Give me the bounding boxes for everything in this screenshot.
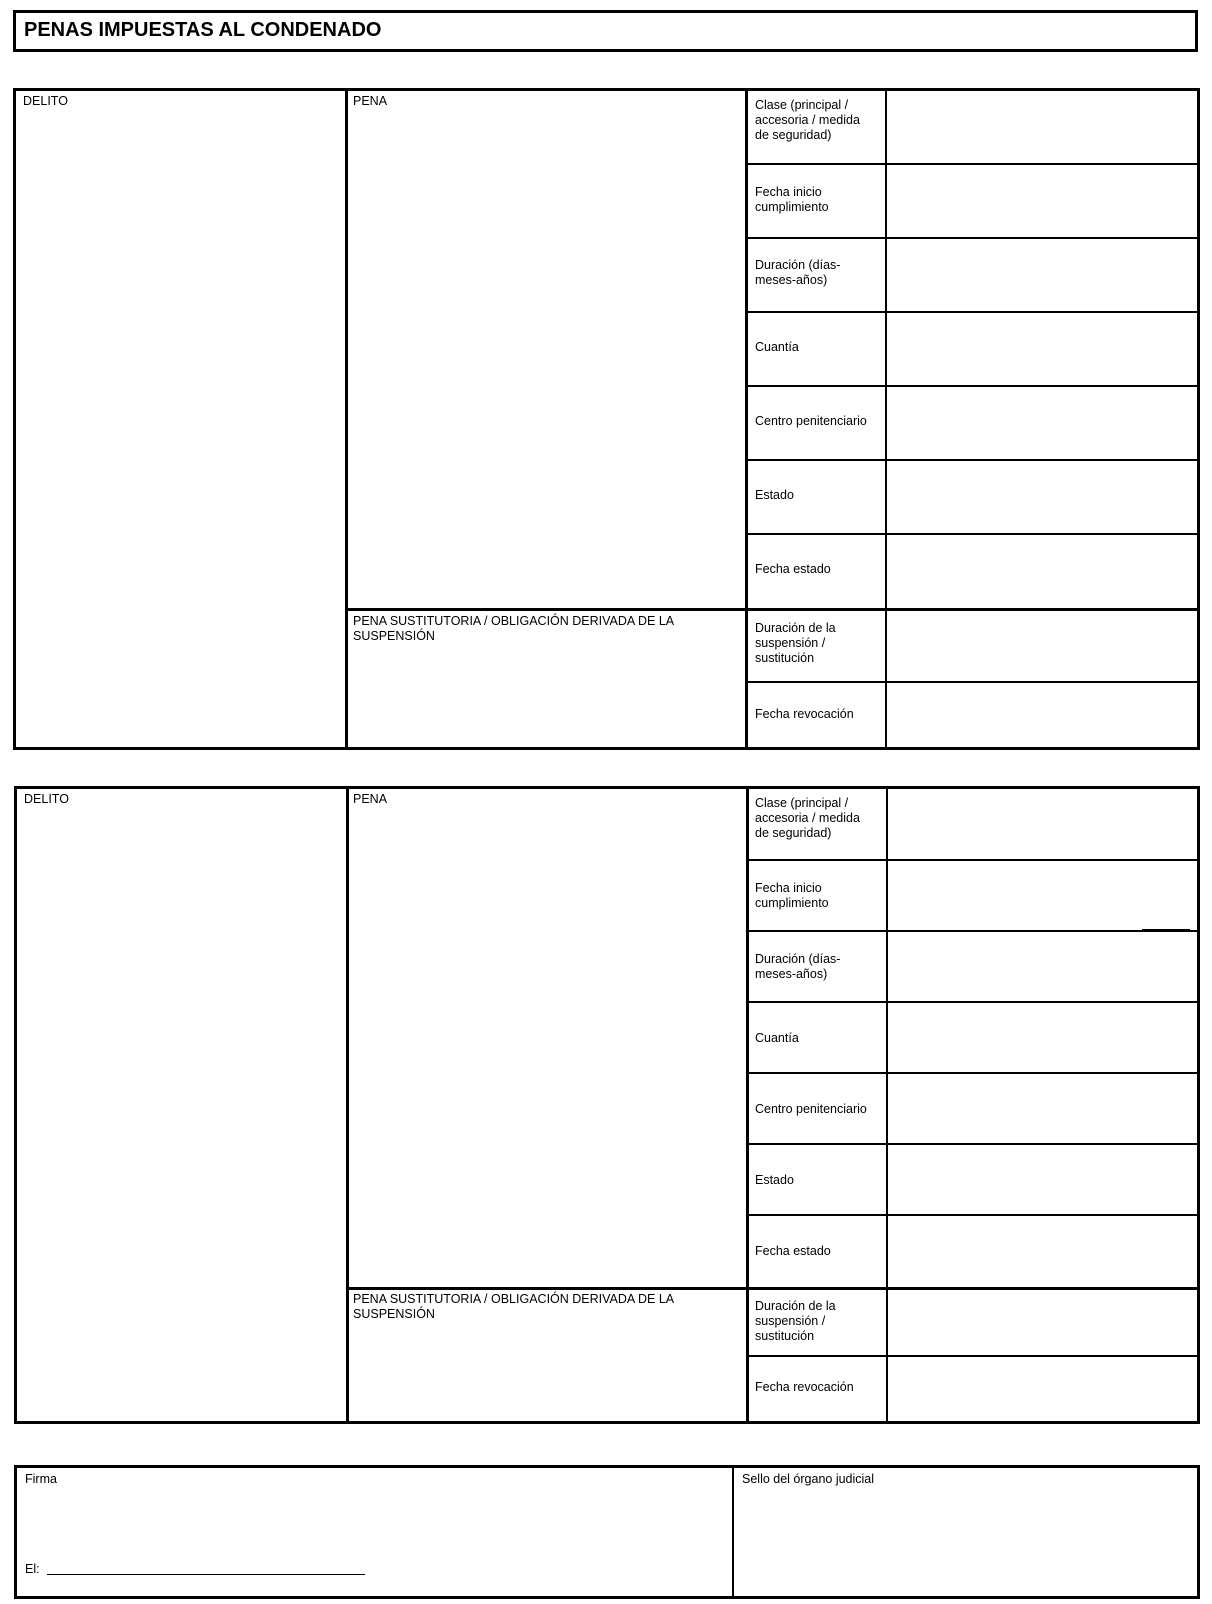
row-label-estado: Estado bbox=[755, 488, 794, 502]
value-fecha-inicio[interactable] bbox=[888, 861, 1197, 930]
pena-field[interactable] bbox=[348, 109, 745, 608]
delito-field[interactable] bbox=[17, 807, 346, 1421]
value-estado[interactable] bbox=[887, 461, 1197, 533]
value-duracion[interactable] bbox=[888, 932, 1197, 1001]
row-label-fecha-revocacion: Fecha revocación bbox=[755, 1380, 854, 1394]
value-cuantia[interactable] bbox=[888, 1003, 1197, 1072]
value-fecha-inicio[interactable] bbox=[887, 165, 1197, 237]
value-duracion-suspension[interactable] bbox=[887, 611, 1197, 681]
value-duracion-suspension[interactable] bbox=[888, 1290, 1197, 1355]
pena-block-1 bbox=[13, 88, 1200, 750]
value-fecha-estado[interactable] bbox=[887, 535, 1197, 608]
value-fecha-revocacion[interactable] bbox=[888, 1357, 1197, 1421]
pena-field[interactable] bbox=[349, 807, 746, 1287]
row-label-fecha-inicio: Fecha inicio cumplimiento bbox=[755, 185, 829, 214]
value-duracion[interactable] bbox=[887, 239, 1197, 311]
row-label-fecha-estado: Fecha estado bbox=[755, 1244, 831, 1258]
divider bbox=[1142, 929, 1190, 931]
divider bbox=[746, 789, 749, 1421]
sustitutoria-label: PENA SUSTITUTORIA / OBLIGACIÓN DERIVADA DE LA SUSPENSIÓN bbox=[353, 1292, 674, 1321]
value-cuantia[interactable] bbox=[887, 313, 1197, 385]
value-fecha-revocacion[interactable] bbox=[887, 683, 1197, 747]
row-label-cuantia: Cuantía bbox=[755, 340, 799, 354]
delito-field[interactable] bbox=[16, 109, 345, 747]
delito-label: DELITO bbox=[23, 94, 68, 108]
el-label: El: bbox=[25, 1562, 40, 1576]
row-label-duracion-suspension: Duración de la suspensión / sustitución bbox=[755, 1299, 836, 1343]
page-title: PENAS IMPUESTAS AL CONDENADO bbox=[24, 19, 382, 41]
sello-label: Sello del órgano judicial bbox=[742, 1472, 875, 1486]
row-label-estado: Estado bbox=[755, 1173, 794, 1187]
row-label-fecha-revocacion: Fecha revocación bbox=[755, 707, 854, 721]
row-label-duracion: Duración (días-meses-años) bbox=[755, 258, 841, 287]
row-label-fecha-estado: Fecha estado bbox=[755, 562, 831, 576]
delito-label: DELITO bbox=[24, 792, 69, 806]
row-label-fecha-inicio: Fecha inicio cumplimiento bbox=[755, 881, 829, 910]
date-line[interactable] bbox=[47, 1574, 365, 1575]
value-estado[interactable] bbox=[888, 1145, 1197, 1214]
row-label-duracion-suspension: Duración de la suspensión / sustitución bbox=[755, 621, 836, 665]
value-fecha-estado[interactable] bbox=[888, 1216, 1197, 1287]
sustitutoria-label: PENA SUSTITUTORIA / OBLIGACIÓN DERIVADA DE LA SUSPENSIÓN bbox=[353, 614, 674, 643]
sello-field[interactable] bbox=[734, 1488, 1197, 1596]
pena-block-2 bbox=[14, 786, 1200, 1424]
sustitutoria-field[interactable] bbox=[348, 643, 745, 747]
value-centro[interactable] bbox=[887, 387, 1197, 459]
sustitutoria-field[interactable] bbox=[349, 1321, 746, 1421]
title-box bbox=[13, 10, 1198, 52]
value-clase[interactable] bbox=[888, 789, 1197, 859]
row-label-centro: Centro penitenciario bbox=[755, 414, 867, 428]
pena-label: PENA bbox=[353, 792, 388, 806]
row-label-clase: Clase (principal / accesoria / medida de seguridad) bbox=[755, 796, 860, 840]
firma-label: Firma bbox=[25, 1472, 57, 1486]
value-centro[interactable] bbox=[888, 1074, 1197, 1143]
row-label-cuantia: Cuantía bbox=[755, 1031, 799, 1045]
row-label-clase: Clase (principal / accesoria / medida de seguridad) bbox=[755, 98, 860, 142]
pena-label: PENA bbox=[353, 94, 388, 108]
firma-field[interactable] bbox=[17, 1488, 732, 1558]
signature-box bbox=[14, 1465, 1200, 1599]
value-clase[interactable] bbox=[887, 91, 1197, 163]
divider bbox=[745, 91, 748, 747]
row-label-duracion: Duración (días-meses-años) bbox=[755, 952, 841, 981]
row-label-centro: Centro penitenciario bbox=[755, 1102, 867, 1116]
